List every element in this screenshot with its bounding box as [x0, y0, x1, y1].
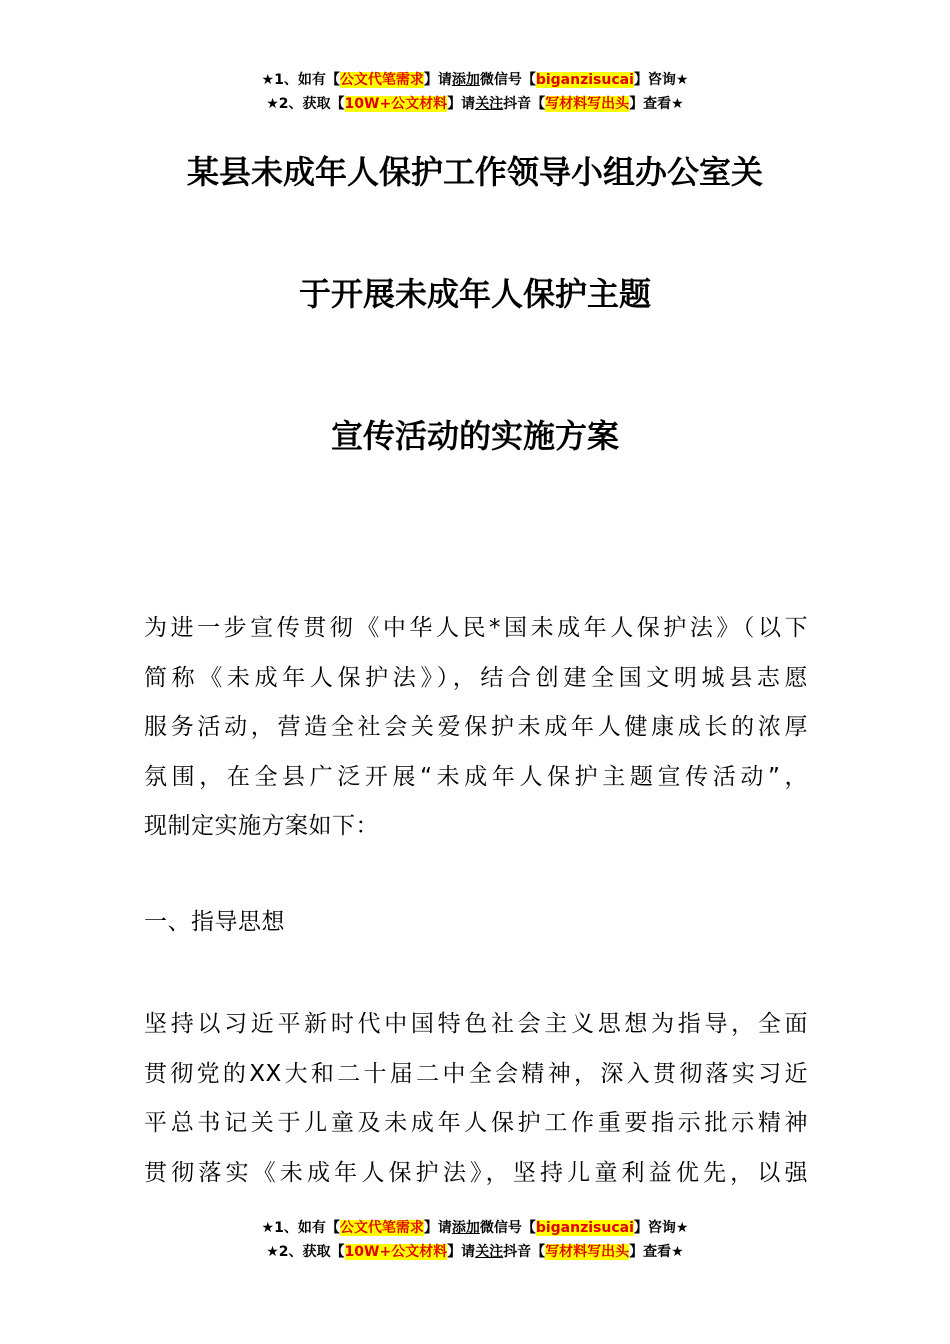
- text-line: 氛围，在全县广泛开展“未成年人保护主题宣传活动”，: [144, 763, 808, 790]
- text-line: 服务活动，营造全社会关爱保护未成年人健康成长的浓厚: [144, 714, 808, 740]
- bottom-banner: [0, 1216, 950, 1264]
- text-line: 贯彻党的XX大和二十届二中全会精神，深入贯彻落实习近: [144, 1060, 808, 1087]
- guiding-thought-paragraph: [144, 1000, 808, 1198]
- highlight-wechat-id: biganzisucai: [535, 72, 634, 88]
- document-title-line-1: 某县未成年人保护工作领导小组办公室关: [186, 153, 763, 191]
- highlight-service: 公文代笔需求: [339, 1220, 424, 1236]
- banner-line-1: ★1、如有【公文代笔需求】请添加微信号【biganzisucai】咨询★: [261, 72, 689, 88]
- text-line: 为进一步宣传贯彻《中华人民*国未成年人保护法》（以下: [144, 615, 808, 641]
- highlight-douyin-account: 写材料写出头: [545, 96, 630, 112]
- banner-line-1: ★1、如有【公文代笔需求】请添加微信号【biganzisucai】咨询★: [261, 1220, 689, 1236]
- text-line: 贯彻落实《未成年人保护法》，坚持儿童利益优先，以强: [144, 1159, 808, 1186]
- banner-line-2: ★2、获取【10W+公文材料】请关注抖音【写材料写出头】查看★: [266, 96, 684, 112]
- highlight-materials: 10W+公文材料: [344, 96, 448, 112]
- document-title-line-3: 宣传活动的实施方案: [330, 417, 619, 455]
- text-line: 平总书记关于儿童及未成年人保护工作重要指示批示精神: [144, 1110, 808, 1136]
- section-heading-guiding-thought: 一、指导思想: [144, 909, 285, 935]
- highlight-materials: 10W+公文材料: [344, 1244, 448, 1260]
- text-line: 坚持以习近平新时代中国特色社会主义思想为指导，全面: [144, 1011, 808, 1037]
- highlight-douyin-account: 写材料写出头: [545, 1244, 630, 1260]
- text-line: 现制定实施方案如下：: [144, 813, 379, 839]
- document-title-line-2: 于开展未成年人保护主题: [298, 275, 651, 313]
- text-line: 简称《未成年人保护法》），结合创建全国文明城县志愿: [144, 664, 808, 691]
- highlight-service: 公文代笔需求: [339, 72, 424, 88]
- intro-paragraph: [144, 604, 808, 852]
- top-banner: [0, 68, 950, 116]
- highlight-wechat-id: biganzisucai: [535, 1220, 634, 1236]
- banner-line-2: ★2、获取【10W+公文材料】请关注抖音【写材料写出头】查看★: [266, 1244, 684, 1260]
